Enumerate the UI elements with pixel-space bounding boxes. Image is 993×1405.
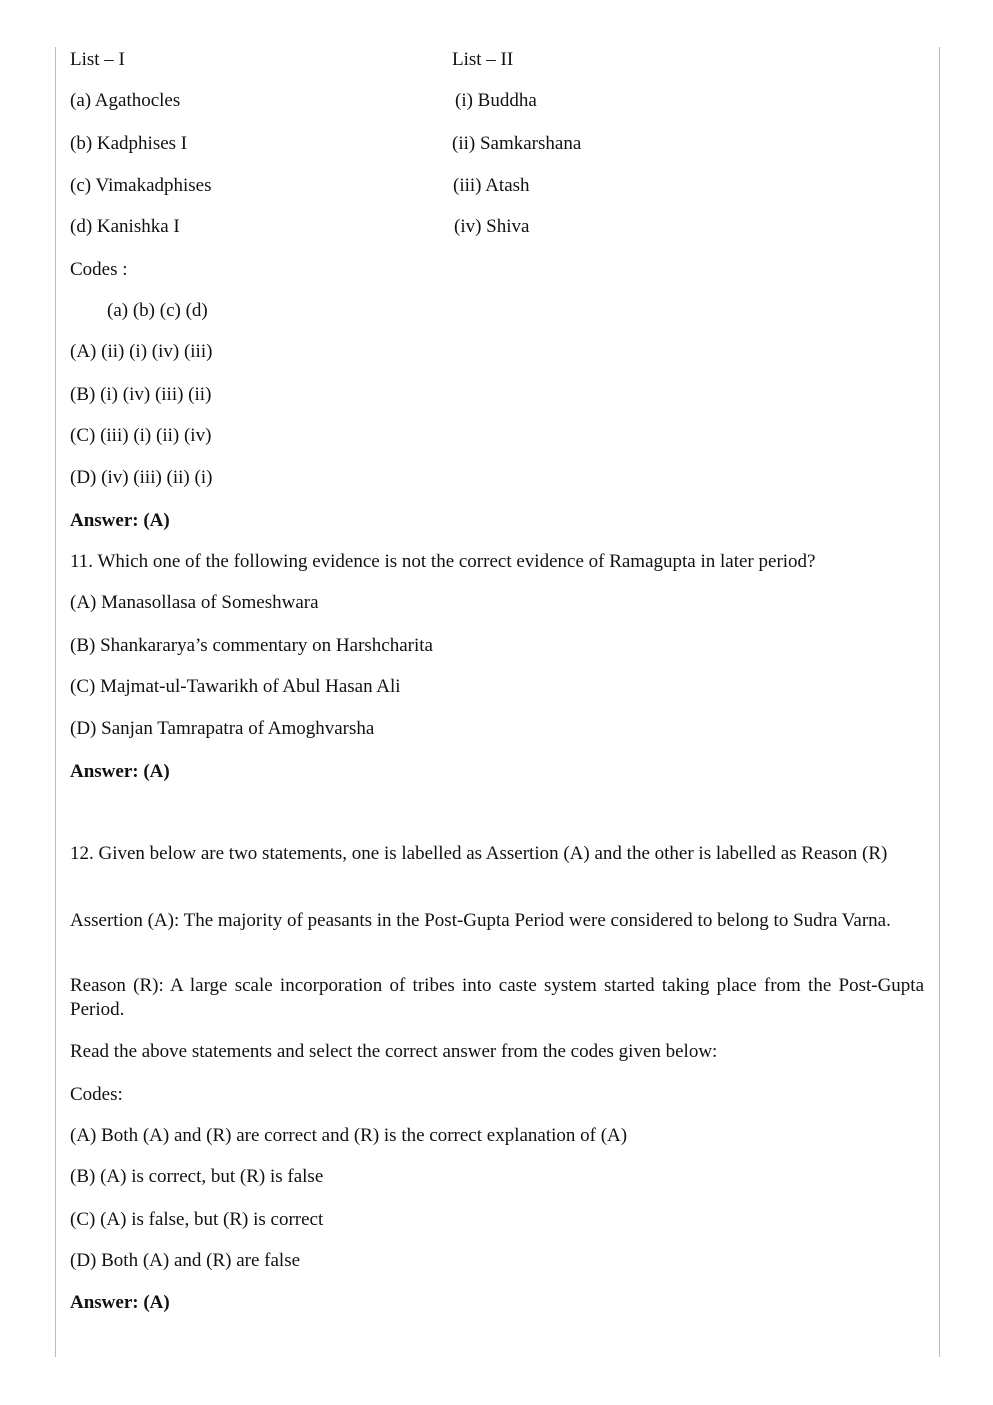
option: (A) Both (A) and (R) are correct and (R) is the correct explanation of (A) <box>70 1125 628 1146</box>
question-12: 12. Given below are two statements, one is labelled as Assertion (A) and the other is labelled as Reason (R) <box>70 843 888 864</box>
list2-item: (iv) Shiva <box>454 216 530 237</box>
option: (C) (A) is false, but (R) is correct <box>70 1209 324 1230</box>
option: (C) (iii) (i) (ii) (iv) <box>70 425 212 446</box>
list2-item: (iii) Atash <box>453 175 530 196</box>
option: (C) Majmat-ul-Tawarikh of Abul Hasan Ali <box>70 676 401 697</box>
list2-item: (ii) Samkarshana <box>452 133 582 154</box>
reason: Reason (R): A large scale incorporation of tribes into caste system started taking place from the Post-Gupta Period. <box>70 975 924 1020</box>
answer: Answer: (A) <box>70 761 170 782</box>
option: (A) (ii) (i) (iv) (iii) <box>70 341 213 362</box>
list2-header: List – II <box>452 49 514 70</box>
option: (B) (A) is correct, but (R) is false <box>70 1166 324 1187</box>
list2-item: (i) Buddha <box>455 90 537 111</box>
list1-item: (b) Kadphises I <box>70 133 188 154</box>
codes-header: (a) (b) (c) (d) <box>107 300 208 321</box>
list1-item: (a) Agathocles <box>70 90 181 111</box>
option: (B) Shankararya’s commentary on Harshcharita <box>70 635 433 656</box>
page-border-right <box>939 47 940 1357</box>
codes-label: Codes : <box>70 259 128 280</box>
option: (D) Both (A) and (R) are false <box>70 1250 301 1271</box>
page-border-left <box>55 47 56 1357</box>
codes-label: Codes: <box>70 1084 123 1105</box>
list1-item: (d) Kanishka I <box>70 216 180 237</box>
option: (D) Sanjan Tamrapatra of Amoghvarsha <box>70 718 375 739</box>
answer: Answer: (A) <box>70 1292 170 1313</box>
instruction: Read the above statements and select the correct answer from the codes given below: <box>70 1041 718 1062</box>
option: (A) Manasollasa of Someshwara <box>70 592 319 613</box>
assertion: Assertion (A): The majority of peasants in the Post-Gupta Period were considered to belong to Sudra Varna. <box>70 910 891 931</box>
list1-item: (c) Vimakadphises <box>70 175 212 196</box>
question-11: 11. Which one of the following evidence is not the correct evidence of Ramagupta in later period? <box>70 551 816 572</box>
list1-header: List – I <box>70 49 125 70</box>
option: (B) (i) (iv) (iii) (ii) <box>70 384 212 405</box>
answer: Answer: (A) <box>70 510 170 531</box>
option: (D) (iv) (iii) (ii) (i) <box>70 467 213 488</box>
